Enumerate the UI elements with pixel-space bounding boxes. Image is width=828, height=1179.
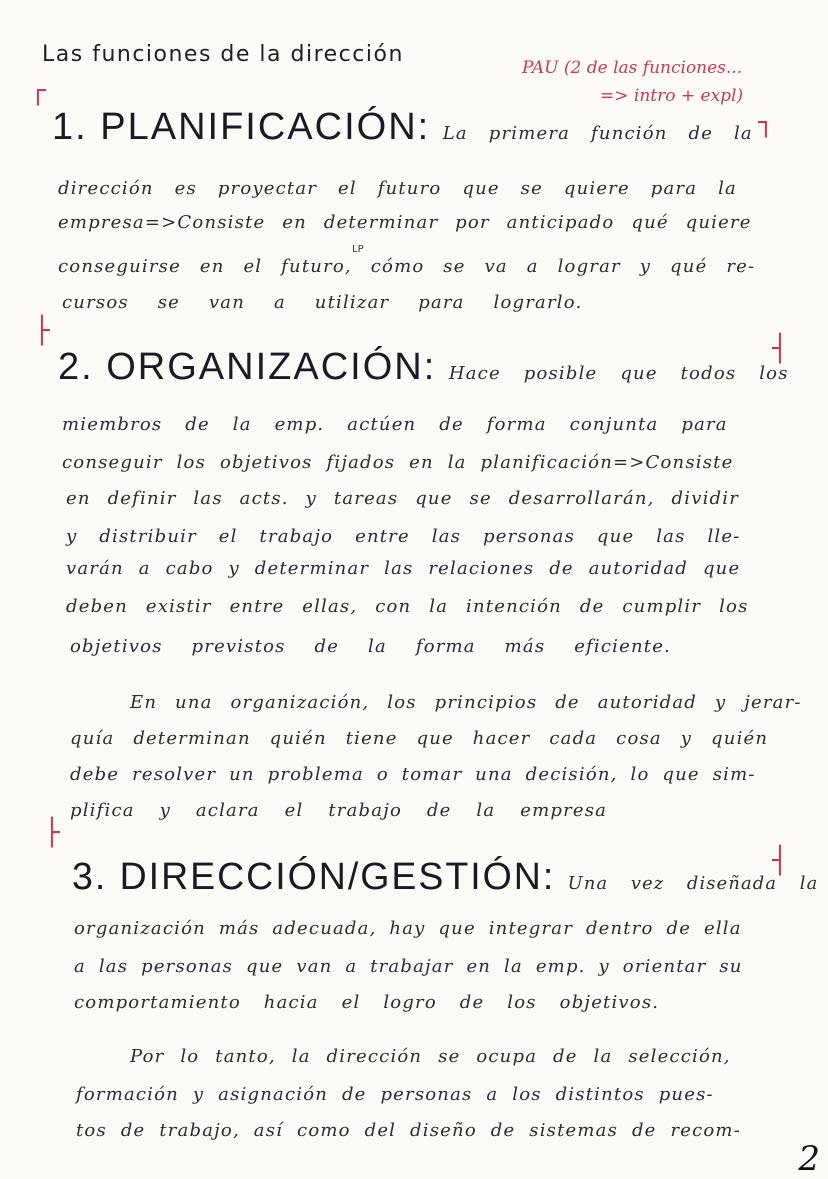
section-1-heading: 1. PLANIFICACIÓN:	[52, 106, 431, 148]
corner-mark-top-left: ┌	[30, 76, 46, 106]
section-3-paragraph-2-line-1: Por lo tanto, la dirección se ocupa de la selección,	[130, 1046, 731, 1067]
section-3-heading: 3. DIRECCIÓN/GESTIÓN:	[72, 856, 556, 898]
section-1-line-2: dirección es proyectar el futuro que se quiere para la	[58, 178, 737, 199]
section-2-paragraph-2-line-2: quía determinan quién tiene que hacer cada cosa y quién	[70, 728, 769, 749]
tick-mark-left-1: ├	[34, 316, 50, 346]
section-2-line-4: en definir las acts. y tareas que se desarrollarán, dividir	[66, 488, 740, 509]
section-2-line-5: y distribuir el trabajo entre las personas que las lle-	[66, 526, 741, 547]
page-number: 2	[798, 1139, 820, 1179]
section-3-heading-row	[72, 856, 818, 899]
pau-note	[522, 54, 743, 110]
section-1-line-5: cursos se van a utilizar para lograrlo.	[62, 292, 583, 313]
pau-note-line-2: => intro + expl)	[600, 86, 744, 106]
section-2-line-3: conseguir los objetivos fijados en la planificación=>Consiste	[62, 452, 734, 473]
section-1-line-4: conseguirse en el futuro, cómo se va a lograr y qué re-	[58, 256, 756, 277]
page-title: Las funciones de la dirección	[42, 42, 404, 67]
section-2-heading-row	[58, 346, 789, 389]
section-3-line-2: organización más adecuada, hay que integrar dentro de ella	[74, 918, 742, 939]
tick-mark-right-1: ┤	[772, 334, 788, 364]
section-2-line-7: deben existir entre ellas, con la intención de cumplir los	[66, 596, 749, 617]
section-1-heading-row	[52, 106, 753, 149]
section-2-line-8: objetivos previstos de la forma más eficiente.	[70, 636, 671, 657]
section-2-paragraph-2-line-1: En una organización, los principios de autoridad y jerar-	[130, 692, 802, 713]
section-2-line-6: varán a cabo y determinar las relaciones de autoridad que	[66, 558, 741, 579]
section-2-paragraph-2-line-4: plifica y aclara el trabajo de la empresa	[70, 800, 608, 821]
corner-mark-top-right: ┐	[758, 108, 774, 138]
superscript-lp: LP	[352, 244, 364, 255]
section-3-paragraph-2-line-2: formación y asignación de personas a los distintos pues-	[76, 1084, 714, 1105]
section-2-heading: 2. ORGANIZACIÓN:	[58, 346, 437, 388]
pau-note-line-1: PAU (2 de las funciones...	[522, 58, 743, 78]
section-3-line-1: Una vez diseñada la	[567, 873, 819, 894]
section-3-paragraph-2-line-3: tos de trabajo, así como del diseño de sistemas de recom-	[76, 1120, 741, 1141]
tick-mark-left-2: ├	[44, 818, 60, 848]
section-2-line-1: Hace posible que todos los	[448, 363, 789, 384]
section-2-line-2: miembros de la emp. actúen de forma conjunta para	[62, 414, 728, 435]
section-2-paragraph-2-line-3: debe resolver un problema o tomar una decisión, lo que sim-	[70, 764, 756, 785]
section-1-line-1: La primera función de la	[442, 123, 753, 144]
tick-mark-right-2: ┤	[772, 846, 788, 876]
section-1-line-3: empresa=>Consiste en determinar por anticipado qué quiere	[58, 212, 752, 233]
section-3-line-4: comportamiento hacia el logro de los objetivos.	[74, 992, 660, 1013]
section-3-line-3: a las personas que van a trabajar en la emp. y orientar su	[74, 956, 743, 977]
